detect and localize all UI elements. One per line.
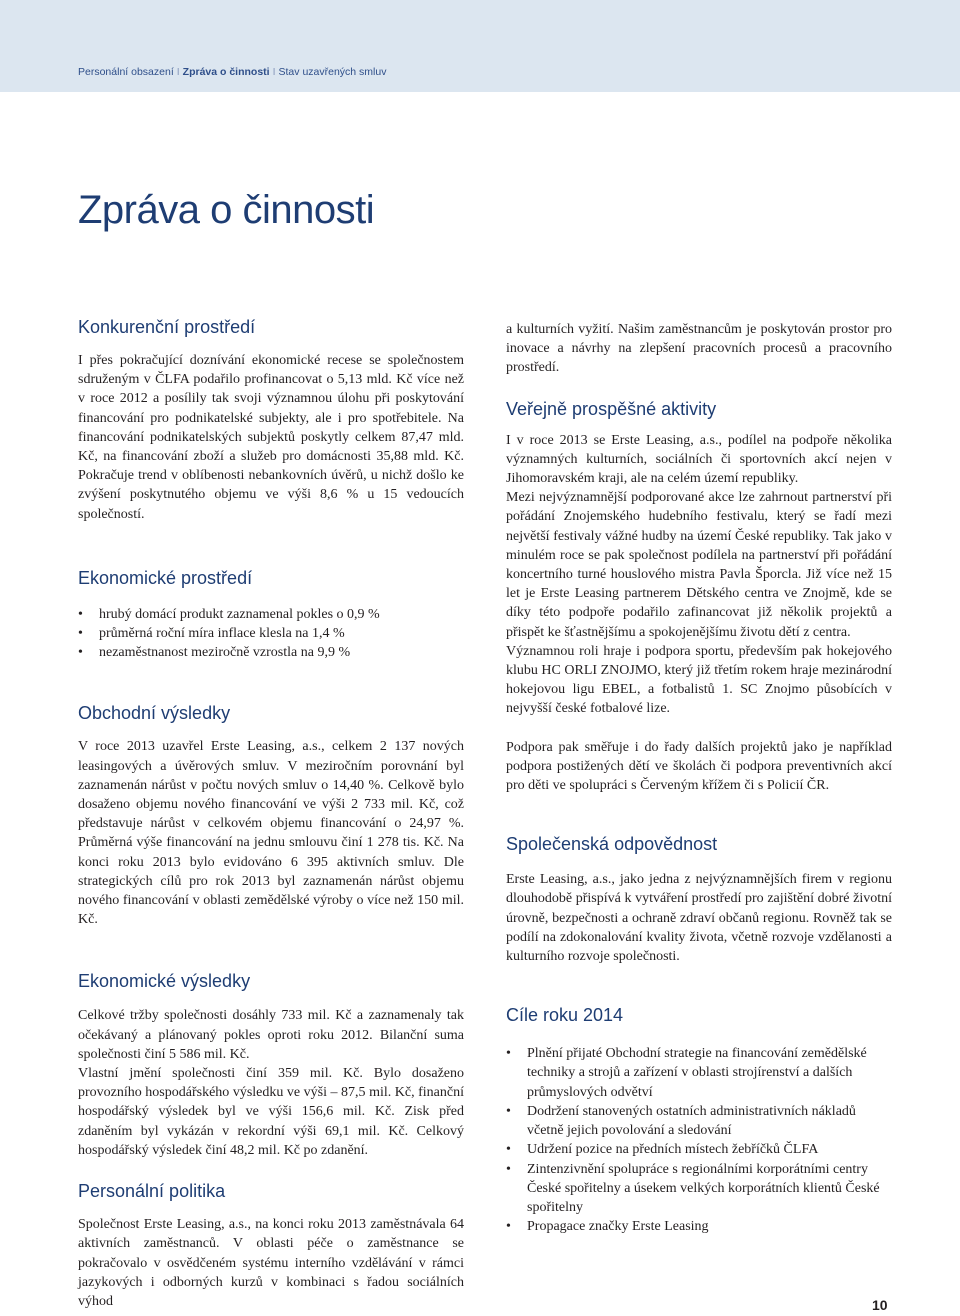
list-item: • nezaměstnanost meziročně vzrostla na 9,9 % <box>78 643 464 662</box>
header-band <box>0 0 960 92</box>
list-item: • Propagace značky Erste Leasing <box>506 1217 892 1236</box>
paragraph-ekonomicke-vysledky-2: Vlastní jmění společnosti činí 359 mil. Kč. Bylo dosaženo provozního hospodářského výsledku ve výši – 87,5 mil. Kč, finanční hospodářský výsledek byl ve výši 156,6 mil. Kč. Zisk před zdaněním byl vykázán v rekordní výši 69,1 mil. Kč. Celkový hospodářský výsledek činí 48,2 mil. Kč po zdanění. <box>78 1066 464 1158</box>
breadcrumb-item-personal[interactable]: Personální obsazení <box>78 66 174 78</box>
list-ekonomicke-prostredi <box>78 605 464 663</box>
right-column <box>506 320 892 1236</box>
paragraph-aktivity-1: I v roce 2013 se Erste Leasing, a.s., podílel na podpoře několika významných kulturních, sociálních či sportovních akcí nejen v Jihomoravském kraji, ale na celém území republiky. <box>506 432 892 487</box>
heading-konkurencni-prostredi: Konkurenční prostředí <box>78 317 256 337</box>
paragraph-aktivity-4: Podpora pak směřuje i do řady dalších projektů jako je například podpora postižených dětí ve školách či podpora preventivních akcí pro děti ve spolupráci s Červeným křížem či s Policií ČR. <box>506 739 892 794</box>
paragraph-konkurencni-prostredi: I přes pokračující doznívání ekonomické recese se společnostem sdruženým v ČLFA podařilo profinancovat o 5,13 mld. Kč více než v roce 2012 a posílily tak svoji významnou úlohu při poskytování financování pro podnikatelské subjekty, ale i pro spotřebitele. Na financování podnikatelských subjektů poskytly celkem 87,47 mld. Kč, na financování zboží a služeb pro domácnosti 35,88 mld. Kč. Pokračuje trend v oblíbenosti nebankovních úvěrů, u nichž došlo ke zvýšení poskytnutého objemu ve výši 8,6 % u 15 vedoucích společností. <box>78 353 464 522</box>
breadcrumb-item-current[interactable]: Zpráva o činnosti <box>182 66 270 78</box>
heading-ekonomicke-vysledky: Ekonomické výsledky <box>78 971 251 992</box>
paragraph-aktivity-2: Mezi nejvýznamnější podporované akce lze zahrnout partnerství při pořádání Znojemského hudebního festivalu, který se řadí mezi největší festivaly vážné hudby na území České republiky. Tak jako v minulém roce se pak společnost podílela na partnerství při pořádání koncertního turné houslového mistra Pavla Šporcla. Již více než 15 let je Erste Leasing partnerem Dětského centra ve Znojmě, kde se díky této podpoře podařilo zafinancovat již několik projektů a přispět ke šťastnějšímu a spokojenějšímu životu dětí z centra. <box>506 490 892 640</box>
list-item: • Udržení pozice na předních místech žebříčků ČLFA <box>506 1140 892 1159</box>
breadcrumb-item-contracts[interactable]: Stav uzavřených smluv <box>278 66 387 78</box>
heading-verejne-prospesne-aktivity: Veřejně prospěšné aktivity <box>506 398 717 419</box>
paragraph-continuation: a kulturních vyžití. Našim zaměstnancům je poskytován prostor pro inovace a návrhy na zlepšení pracovních procesů a pracovního prostředí. <box>506 322 892 376</box>
breadcrumb-separator: I <box>272 66 276 78</box>
breadcrumb <box>78 66 386 78</box>
list-item: • Plnění přijaté Obchodní strategie na financování zemědělské techniky a strojů a zařízení v oblasti strojírenství a dalších průmyslových odvětví <box>506 1044 892 1102</box>
paragraph-obchodni-vysledky: V roce 2013 uzavřel Erste Leasing, a.s., celkem 2 137 nových leasingových a úvěrových smluv. V meziročním porovnání byl zaznamenán nárůst v počtu nových smluv o 14,40 %. Celkově bylo dosaženo objemu nového financování ve výši 2 733 mil. Kč, což představuje nárůst v celkovém objemu financování o 24,97 %. Průměrná výše financování na jednu smlouvu činí 1 278 tis. Kč. Na konci roku 2013 bylo evidováno 6 395 aktivních smluv. Dle strategických cílů pro rok 2013 byl zaznamenán nárůst objemu nového financování v oblasti zemědělské výroby o více než 150 mil. Kč. <box>78 739 464 928</box>
list-item: • hrubý domácí produkt zaznamenal pokles o 0,9 % <box>78 605 464 624</box>
page-number: 10 <box>872 1297 888 1313</box>
heading-cile-roku-2014: Cíle roku 2014 <box>506 1005 624 1026</box>
paragraph-spolecenska-odpovednost: Erste Leasing, a.s., jako jedna z nejvýznamnějších firem v regionu dlouhodobě přispívá k vytváření prostředí pro zajištění dobré životní úrovně, bezpečnosti a ochraně zdraví občanů regionu. Rovněž tak se podílí na zdokonalování kvality života, včetně rozvoje vzdělanosti a kulturního rozvoje společnosti. <box>506 872 892 965</box>
list-item: • průměrná roční míra inflace klesla na 1,4 % <box>78 624 464 643</box>
paragraph-personalni-politika: Společnost Erste Leasing, a.s., na konci roku 2013 zaměstnávala 64 aktivních zaměstnanců. V oblasti péče o zaměstnance se pokračovalo v osvědčeném systému interního vzdělávání v rámci jazykových i odborných kurzů v kombinaci s řadou sociálních výhod <box>78 1217 464 1309</box>
page-title: Zpráva o činnosti <box>78 188 375 232</box>
list-cile-roku-2014 <box>506 1044 892 1236</box>
left-column <box>78 316 464 1311</box>
list-item: • Zintenzivnění spolupráce s regionálními korporátními centry České spořitelny a úsekem velkých korporátních klientů České spořitelny <box>506 1160 892 1218</box>
heading-spolecenska-odpovednost: Společenská odpovědnost <box>506 834 718 855</box>
paragraph-aktivity-3: Významnou roli hraje i podpora sportu, především pak hokejového klubu HC ORLI ZNOJMO, který již třetím rokem hraje mezinárodní hokejovou ligu EBEL, a fotbalistů 1. SC Znojmo působících v nejvyšší české fotbalové lize. <box>506 643 892 717</box>
list-item: • Dodržení stanovených ostatních administrativních nákladů včetně jejich povolování a sledování <box>506 1102 892 1140</box>
heading-obchodni-vysledky: Obchodní výsledky <box>78 703 231 724</box>
heading-ekonomicke-prostredi: Ekonomické prostředí <box>78 567 253 588</box>
paragraph-ekonomicke-vysledky-1: Celkové tržby společnosti dosáhly 733 mil. Kč a zaznamenaly tak očekávaný a plánovaný pokles oproti roku 2012. Bilanční suma společnosti činí 5 586 mil. Kč. <box>78 1008 464 1062</box>
heading-personalni-politika: Personální politika <box>78 1181 226 1202</box>
breadcrumb-separator: I <box>176 66 180 78</box>
